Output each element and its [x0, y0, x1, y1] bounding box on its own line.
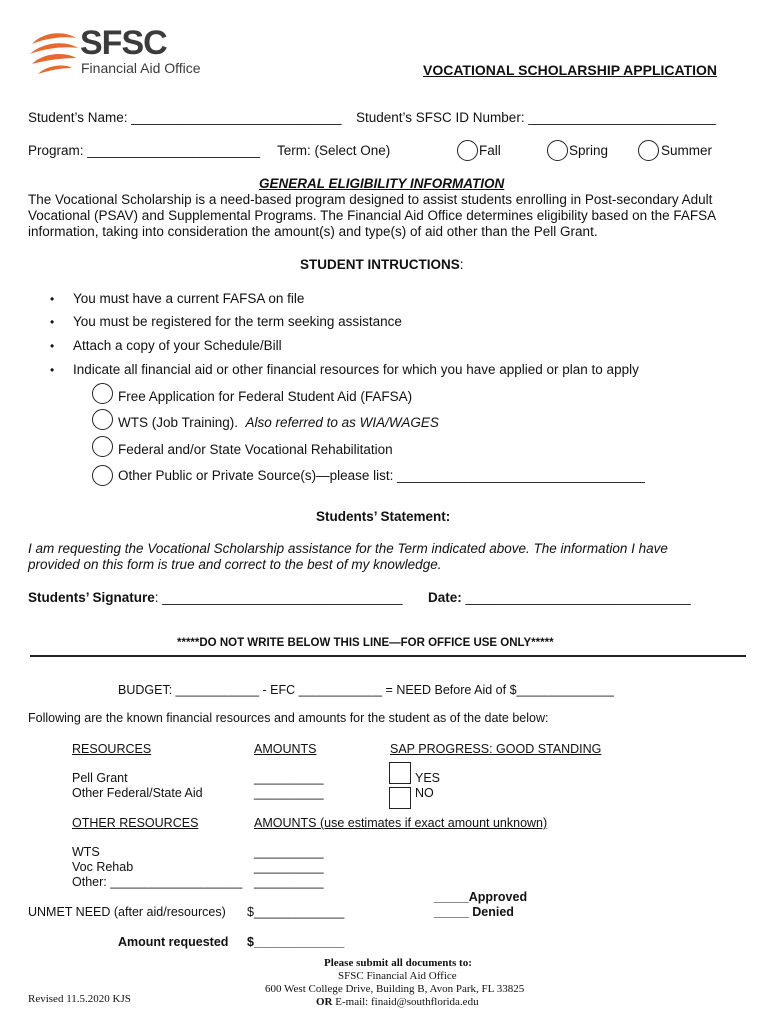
bullet-icon: • [50, 363, 55, 377]
or-label: OR [316, 996, 333, 1008]
bullet-icon: • [50, 315, 55, 329]
pell-amount-field[interactable]: __________ [254, 771, 324, 785]
wts-amount-field[interactable]: __________ [254, 845, 324, 859]
logo-subtitle: Financial Aid Office [81, 60, 201, 76]
other-source-field[interactable]: Other Public or Private Source(s)—please list: _________________________________ [118, 468, 645, 483]
voc-rehab-amount-field[interactable]: __________ [254, 860, 324, 874]
wts-label-text: WTS (Job Training). [118, 415, 239, 430]
term-summer-label: Summer [661, 143, 713, 158]
wts-note: Also referred to as WIA/WAGES [245, 415, 439, 430]
form-title: VOCATIONAL SCHOLARSHIP APPLICATION [423, 62, 718, 78]
office-use-divider-text: *****DO NOT WRITE BELOW THIS LINE—FOR OFFICE USE ONLY***** [177, 637, 554, 649]
eligibility-heading: GENERAL ELIGIBILITY INFORMATION [259, 176, 505, 191]
sap-yes-label: YES [415, 771, 441, 785]
amount-requested-label: Amount requested [118, 935, 229, 949]
other-source-radio[interactable] [92, 465, 113, 486]
student-id-field[interactable]: Student’s SFSC ID Number: _________________________ [356, 110, 717, 125]
student-name-field[interactable]: Student’s Name: ____________________________ [28, 110, 342, 125]
voc-rehab-label: Federal and/or State Vocational Rehabilitation [118, 442, 393, 457]
signature-field[interactable] [28, 590, 403, 605]
amounts-estimate-header: AMOUNTS (use estimates if exact amount unknown) [254, 816, 548, 830]
budget-line[interactable]: BUDGET: ____________ - EFC ____________ = NEED Before Aid of $______________ [118, 683, 614, 697]
approved-field[interactable]: _____Approved [434, 890, 528, 904]
sap-yes-checkbox[interactable] [389, 762, 411, 784]
signature-blank: : ________________________________ [154, 590, 403, 605]
other-fed-label: Other Federal/State Aid [72, 786, 203, 800]
denied-field[interactable]: _____ Denied [434, 905, 514, 919]
eligibility-line-1: The Vocational Scholarship is a need-based program designed to assist students enrolling in Post-secondary Adult [28, 192, 713, 207]
office-email-line [316, 996, 479, 1008]
voc-rehab-resource-label: Voc Rehab [72, 860, 134, 874]
signature-label: Students’ Signature [28, 590, 155, 605]
wts-radio[interactable] [92, 409, 113, 430]
other-amount-field[interactable]: __________ [254, 875, 324, 889]
pell-grant-label: Pell Grant [72, 771, 128, 785]
sap-no-checkbox[interactable] [389, 787, 411, 809]
instruction-item: Attach a copy of your Schedule/Bill [73, 338, 282, 353]
instruction-item: Indicate all financial aid or other financial resources for which you have applied or plan to apply [73, 362, 639, 377]
sap-no-label: NO [415, 786, 434, 800]
date-label: Date: [428, 590, 462, 605]
term-spring-radio[interactable] [547, 140, 568, 161]
sfsc-logo [28, 26, 218, 82]
bullet-icon: • [50, 292, 55, 306]
instructions-heading-text: STUDENT INTRUCTIONS [300, 257, 460, 272]
term-fall-label: Fall [479, 143, 501, 158]
date-blank: ______________________________ [461, 590, 691, 605]
other-resource-field[interactable]: Other: ___________________ [72, 875, 243, 889]
wts-label [118, 415, 439, 430]
amounts-header: AMOUNTS [254, 742, 317, 756]
statement-line-2: provided on this form is true and correct to the best of my knowledge. [28, 557, 442, 572]
program-field[interactable]: Program: _______________________ [28, 143, 260, 158]
instructions-heading-colon: : [459, 257, 464, 272]
swoosh-logo-icon [28, 28, 80, 80]
term-fall-radio[interactable] [457, 140, 478, 161]
fafsa-radio[interactable] [92, 383, 113, 404]
instruction-item: You must be registered for the term seeking assistance [73, 314, 402, 329]
other-resources-header: OTHER RESOURCES [72, 816, 199, 830]
amount-requested-field[interactable]: $_____________ [247, 935, 345, 949]
other-fed-amount-field[interactable]: __________ [254, 786, 324, 800]
unmet-need-field[interactable]: $_____________ [247, 905, 345, 919]
voc-rehab-radio[interactable] [92, 436, 113, 457]
resources-intro: Following are the known financial resources and amounts for the student as of the date below: [28, 711, 549, 725]
instructions-heading [300, 257, 464, 272]
date-field[interactable] [428, 590, 691, 605]
office-name: SFSC Financial Aid Office [338, 970, 457, 982]
revised-date: Revised 11.5.2020 KJS [28, 993, 131, 1005]
bullet-icon: • [50, 339, 55, 353]
resources-header: RESOURCES [72, 742, 152, 756]
instruction-item: You must have a current FAFSA on file [73, 291, 305, 306]
office-email[interactable]: E-mail: finaid@southflorida.edu [335, 996, 479, 1008]
submit-heading: Please submit all documents to: [324, 957, 472, 969]
wts-resource-label: WTS [72, 845, 100, 859]
office-use-divider-line [30, 655, 746, 657]
sap-header: SAP PROGRESS: GOOD STANDING [390, 742, 602, 756]
statement-line-1: I am requesting the Vocational Scholarship assistance for the Term indicated above. The information I have [28, 541, 668, 556]
unmet-need-label: UNMET NEED (after aid/resources) [28, 905, 226, 919]
term-spring-label: Spring [569, 143, 609, 158]
statement-heading: Students’ Statement: [316, 509, 451, 524]
eligibility-line-2: Vocational (PSAV) and Supplemental Programs. The Financial Aid Office determines eligibility based on the FAFSA [28, 208, 717, 223]
eligibility-line-3: information, taking into consideration the amount(s) and type(s) of aid other than the Pell Grant. [28, 224, 598, 239]
fafsa-label: Free Application for Federal Student Aid (FAFSA) [118, 389, 413, 404]
logo-text: SFSC [80, 24, 167, 62]
term-summer-radio[interactable] [638, 140, 659, 161]
office-address: 600 West College Drive, Building B, Avon Park, FL 33825 [265, 983, 525, 995]
term-label: Term: (Select One) [277, 143, 391, 158]
